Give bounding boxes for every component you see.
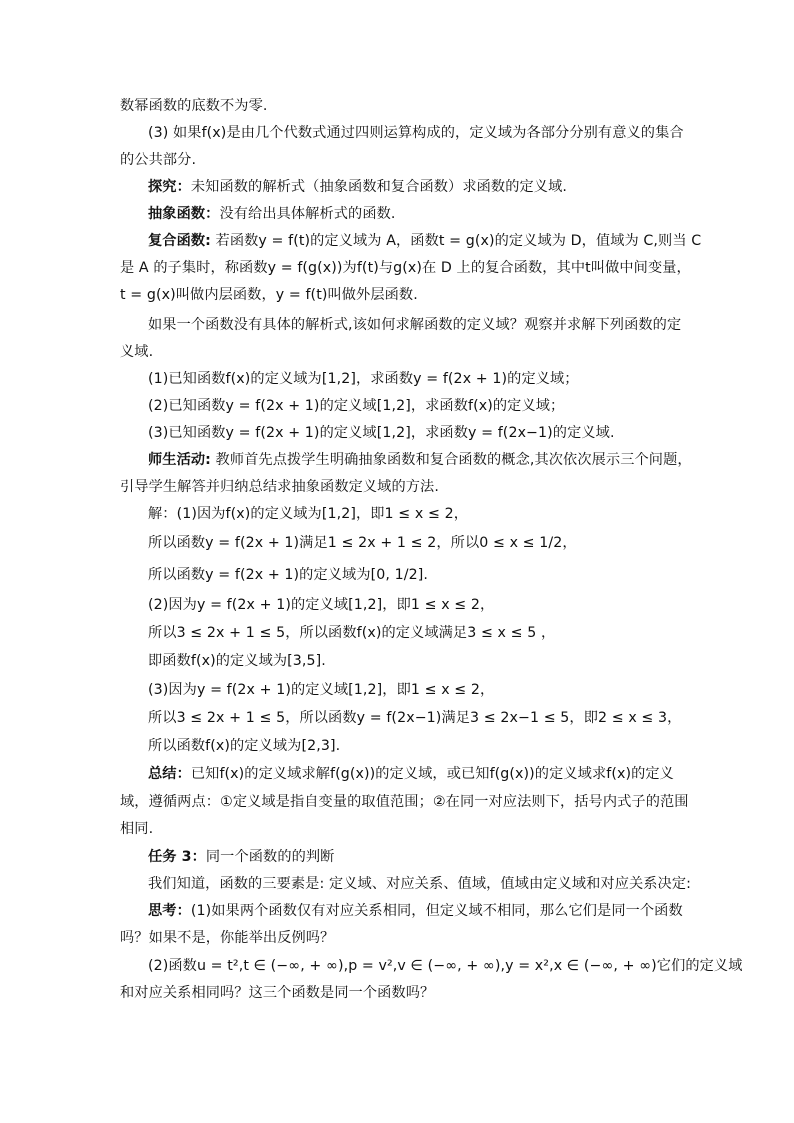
- bold-label: 总结：: [148, 766, 191, 782]
- bold-label: 复合函数:: [148, 233, 211, 249]
- text-line: (2)函数u = t²,t ∈ (−∞, + ∞),p = v²,v ∈ (−∞, + ∞),y = x²,x ∈ (−∞, + ∞)它们的定义域: [148, 958, 743, 974]
- text-line: 即函数f(x)的定义域为[3,5].: [148, 653, 326, 669]
- text-line: 探究：未知函数的解析式（抽象函数和复合函数）求函数的定义域.: [148, 179, 567, 195]
- text-line: (3)因为y = f(2x + 1)的定义域[1,2]，即1 ≤ x ≤ 2，: [148, 682, 495, 698]
- text-line: 总结：已知f(x)的定义域求解f(g(x))的定义域，或已知f(g(x))的定义域求f(x)的定义: [148, 766, 674, 782]
- text-line: 引导学生解答并归纳总结求抽象函数定义域的方法.: [120, 479, 439, 495]
- text-line: 所以函数y = f(2x + 1)满足1 ≤ 2x + 1 ≤ 2，所以0 ≤ x ≤ 1/2，: [148, 535, 577, 551]
- text-line: 相同.: [120, 821, 154, 837]
- text-line: 是 A 的子集时，称函数y = f(g(x))为f(t)与g(x)在 D 上的复合函数，其中t叫做中间变量，: [120, 260, 691, 276]
- bold-label: 探究：: [148, 179, 191, 195]
- bold-label: 师生活动:: [148, 452, 211, 468]
- text-line: (2)因为y = f(2x + 1)的定义域[1,2]，即1 ≤ x ≤ 2，: [148, 597, 495, 613]
- text-line: (2)已知函数y = f(2x + 1)的定义域[1,2]，求函数f(x)的定义域；: [148, 398, 565, 414]
- text-line: 域，遵循两点：①定义域是指自变量的取值范围；②在同一对应法则下，括号内式子的范围: [120, 794, 689, 810]
- text-line: 思考：(1)如果两个函数仅有对应关系相同，但定义域不相同，那么它们是同一个函数: [148, 903, 683, 919]
- text-line: 和对应关系相同吗？这三个函数是同一个函数吗？: [120, 985, 435, 1001]
- bold-label: 任务 3：: [148, 849, 206, 865]
- text-line: 解：(1)因为f(x)的定义域为[1,2]，即1 ≤ x ≤ 2，: [148, 506, 469, 522]
- text-line: 任务 3：同一个函数的的判断: [148, 849, 335, 865]
- bold-label: 抽象函数：: [148, 206, 220, 222]
- text-line: 的公共部分.: [120, 152, 197, 168]
- text-line: 我们知道，函数的三要素是: 定义域、对应关系、值域，值域由定义域和对应关系决定:: [148, 876, 692, 892]
- text-line: 所以3 ≤ 2x + 1 ≤ 5，所以函数f(x)的定义域满足3 ≤ x ≤ 5 ，: [148, 625, 556, 641]
- text-line: (3)已知函数y = f(2x + 1)的定义域[1,2]，求函数y = f(2x−1)的定义域.: [148, 425, 615, 441]
- bold-label: 思考：: [148, 903, 191, 919]
- text-line: 复合函数: 若函数y = f(t)的定义域为 A，函数t = g(x)的定义域为 D，值域为 C,则当 C: [148, 233, 702, 249]
- text-line: 师生活动: 教师首先点拨学生明确抽象函数和复合函数的概念,其次依次展示三个问题，: [148, 452, 692, 468]
- text-line: 吗？如果不是，你能举出反例吗？: [120, 930, 335, 946]
- text-line: 数幂函数的底数不为零.: [120, 98, 268, 114]
- text-line: t = g(x)叫做内层函数，y = f(t)叫做外层函数.: [120, 287, 418, 303]
- text-line: (3) 如果f(x)是由几个代数式通过四则运算构成的，定义域为各部分分别有意义的集合: [148, 125, 684, 141]
- text-line: 所以3 ≤ 2x + 1 ≤ 5，所以函数y = f(2x−1)满足3 ≤ 2x−1 ≤ 5，即2 ≤ x ≤ 3，: [148, 710, 682, 726]
- text-line: 所以函数f(x)的定义域为[2,3].: [148, 738, 341, 754]
- text-line: 所以函数y = f(2x + 1)的定义域为[0, 1/2].: [148, 567, 428, 583]
- text-line: (1)已知函数f(x)的定义域为[1,2]，求函数y = f(2x + 1)的定义域；: [148, 371, 579, 387]
- text-line: 如果一个函数没有具体的解析式,该如何求解函数的定义域？观察并求解下列函数的定: [148, 317, 682, 333]
- text-line: 抽象函数：没有给出具体解析式的函数.: [148, 206, 396, 222]
- text-line: 义域.: [120, 344, 154, 360]
